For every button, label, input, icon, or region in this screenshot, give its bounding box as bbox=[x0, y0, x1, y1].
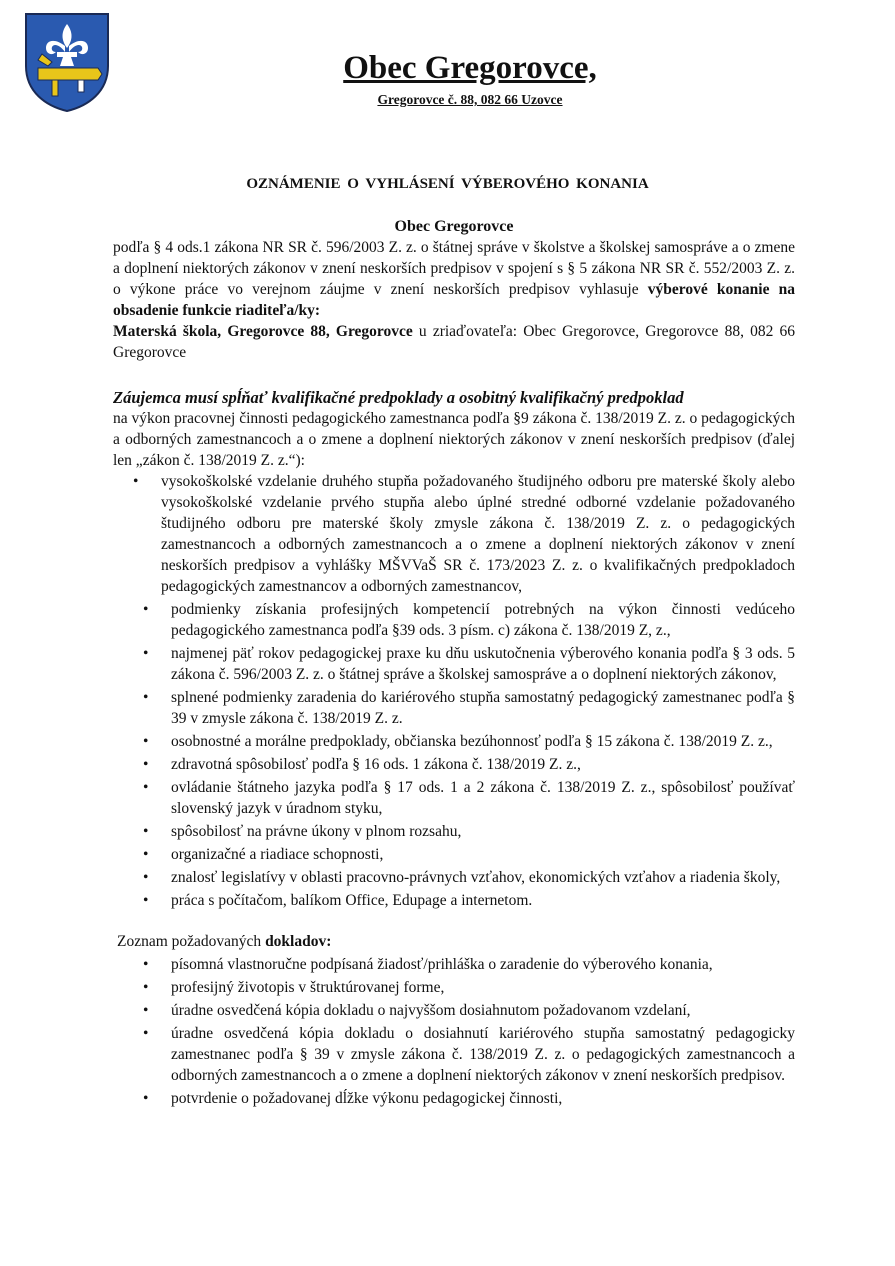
list-item: • vysokoškolské vzdelanie druhého stupňa požadovaného študijného odboru pre materské školy alebo vysokoškolské vzdelanie prvého stupňa alebo úplné stredné odborné vzdelanie požadovaného študijného odboru pre materské školy zmysle zákona č. 138/2019 Z. z. o pedagogických zamestnancoch a odborných zamestnancoch a o zmene a doplnení niektorých zákonov v znení neskorších predpisov a vyhlášky MŠVVaŠ SR č. 173/2023 Z. z. o kvalifikačných predpokladoch pedagogických zamestnancov a odborných zamestnancov, bbox=[113, 471, 795, 597]
requirements-intro: na výkon pracovnej činnosti pedagogického zamestnanca podľa §9 zákona č. 138/2019 Z. z. o pedagogických a odborných zamestnancoch a o zmene a doplnení niektorých zákonov v znení neskorších predpisov (ďalej len „zákon č. 138/2019 Z. z.“): bbox=[113, 410, 795, 469]
documents-list bbox=[113, 954, 795, 1109]
list-item: • podmienky získania profesijných kompetencií potrebných na výkon činnosti vedúceho pedagogického zamestnanca podľa §39 ods. 3 písm. c) zákona č. 138/2019 Z, z., bbox=[113, 599, 795, 641]
list-item: • potvrdenie o požadovanej dĺžke výkonu pedagogickej činnosti, bbox=[113, 1088, 795, 1109]
list-item: • úradne osvedčená kópia dokladu o dosiahnutí kariérového stupňa samostatný pedagogicky zamestnanec podľa § 39 v zmysle zákona č. 138/2019 Z. z. o pedagogických zamestnancoch a odborných zamestnancoch a o zmene a doplnení niektorých zákonov v znení neskorších predpisov. bbox=[113, 1023, 795, 1086]
list-item: • úradne osvedčená kópia dokladu o najvyššom dosiahnutom požadovanom vzdelaní, bbox=[113, 1000, 795, 1021]
intro-text-1: podľa § 4 ods.1 zákona NR SR č. 596/2003 Z. z. o štátnej správe v školstve a školskej samospráve a o zmene a doplnení niektorých zákonov v znení neskorších predpisov v spojení s § 5 zákona NR SR č. 552/2003 Z. z. o výkone práce vo verejnom záujme v znení neskorších predpisov vyhlasuje bbox=[113, 239, 795, 298]
list-item: • zdravotná spôsobilosť podľa § 16 ods. 1 zákona č. 138/2019 Z. z., bbox=[113, 754, 795, 775]
requirements-title: Záujemca musí spĺňať kvalifikačné predpoklady a osobitný kvalifikačný predpoklad bbox=[113, 388, 684, 407]
intro-paragraph bbox=[113, 237, 795, 363]
notice-heading: OZNÁMENIE O VYHLÁSENÍ VÝBEROVÉHO KONANIA bbox=[246, 176, 649, 192]
org-name: Obec Gregorovce, bbox=[343, 50, 597, 86]
list-item: • splnené podmienky zaradenia do kariérového stupňa samostatný pedagogický zamestnanec podľa § 39 v zmysle zákona č. 138/2019 Z. z. bbox=[113, 687, 795, 729]
documents-title bbox=[117, 931, 795, 952]
requirements-list bbox=[113, 471, 795, 911]
list-item: • profesijný životopis v štruktúrovanej forme, bbox=[113, 977, 795, 998]
documents-title-bold: dokladov: bbox=[265, 933, 332, 950]
document-body bbox=[113, 216, 795, 1109]
intro-text-2: u zriaďovateľa: Obec Gregorovce, Gregorovce 88, 082 66 Gregorovce bbox=[113, 323, 795, 361]
org-address: Gregorovce č. 88, 082 66 Uzovce bbox=[377, 92, 563, 107]
intro-bold-2: Materská škola, Gregorovce 88, Gregorovce bbox=[113, 323, 413, 340]
documents-title-prefix: Zoznam požadovaných bbox=[117, 933, 266, 950]
list-item: • najmenej päť rokov pedagogickej praxe ku dňu uskutočnenia výberového konania podľa § 3 ods. 5 zákona č. 596/2003 Z. z. o štátnej správe a školskej samospráve a o doplnení niektorých zákonov, bbox=[113, 643, 795, 685]
list-item: • ovládanie štátneho jazyka podľa § 17 ods. 1 a 2 zákona č. 138/2019 Z. z., spôsobilosť používať slovenský jazyk v úradnom styku, bbox=[113, 777, 795, 819]
issuer: Obec Gregorovce bbox=[394, 218, 514, 235]
coat-of-arms-icon bbox=[22, 10, 112, 114]
list-item: • práca s počítačom, balíkom Office, Edupage a internetom. bbox=[113, 890, 795, 911]
list-item: • osobnostné a morálne predpoklady, občianska bezúhonnosť podľa § 15 zákona č. 138/2019 Z. z., bbox=[113, 731, 795, 752]
list-item: • organizačné a riadiace schopnosti, bbox=[113, 844, 795, 865]
intro-bold-1: výberové konanie na obsadenie funkcie riaditeľa/ky: bbox=[113, 281, 795, 319]
list-item: • spôsobilosť na právne úkony v plnom rozsahu, bbox=[113, 821, 795, 842]
list-item: • znalosť legislatívy v oblasti pracovno-právnych vzťahov, ekonomických vzťahov a riadenia školy, bbox=[113, 867, 795, 888]
list-item: • písomná vlastnoručne podpísaná žiadosť/prihláška o zaradenie do výberového konania, bbox=[113, 954, 795, 975]
